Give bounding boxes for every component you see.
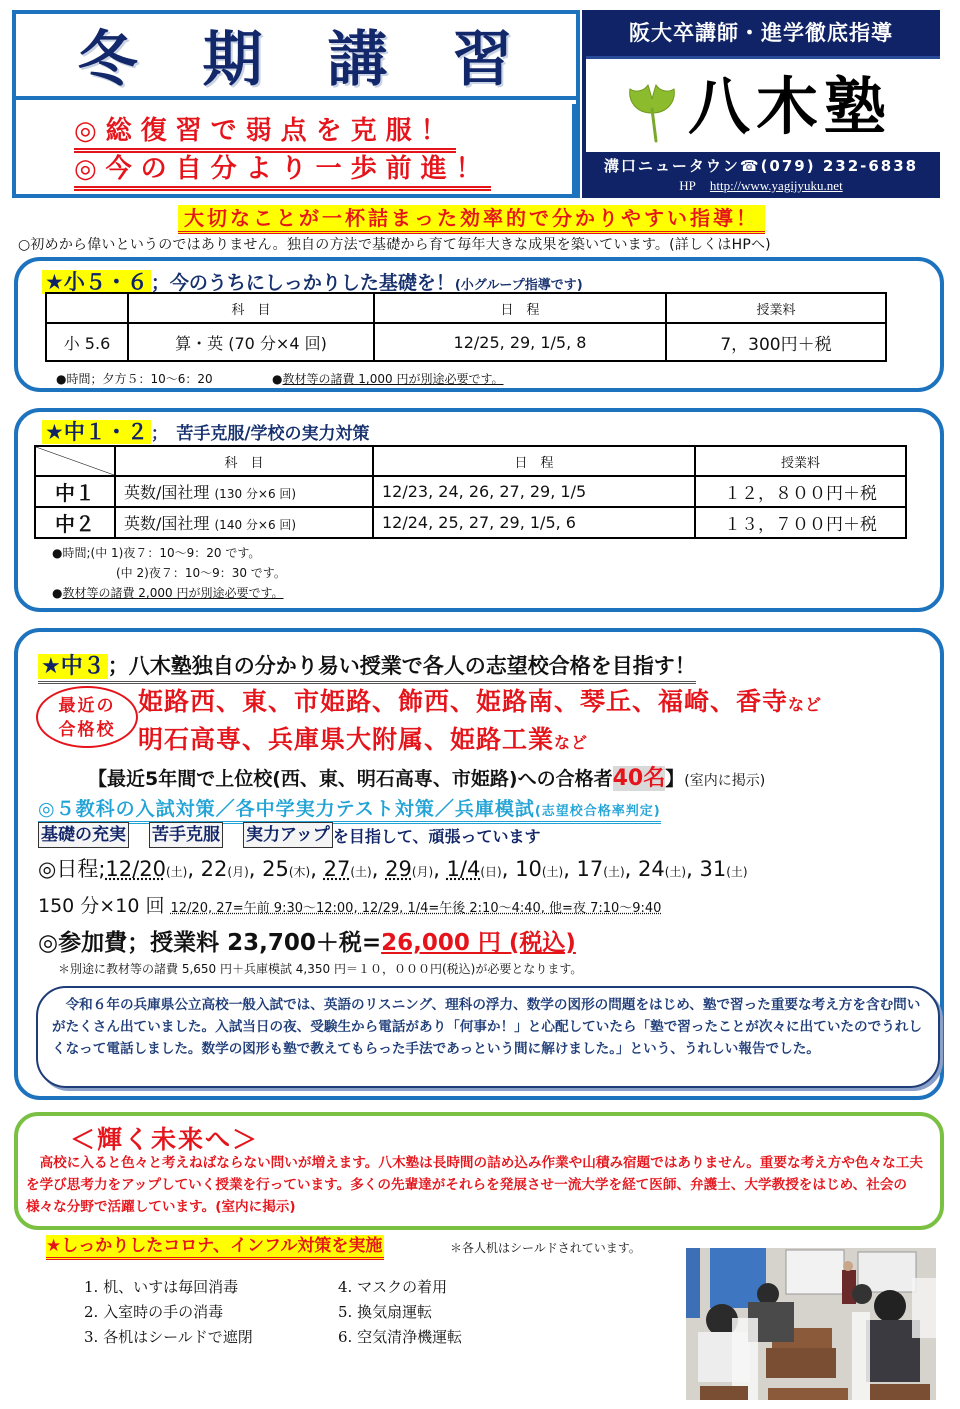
sho56-table	[45, 292, 887, 362]
goals-row	[38, 822, 541, 848]
schedule-line: ◎日程;12/20(土), 22(月), 25(木), 27(土), 29(月), 1/4(日), 10(土), 17(土), 24(土), 31(土)	[38, 857, 748, 881]
schools-line-2	[138, 720, 588, 756]
session-times-line	[38, 891, 661, 918]
schools-list: 姫路西、東、市姫路、飾西、姫路南、琴丘、福崎、香寺	[138, 687, 789, 716]
grade-cell: 中１	[35, 476, 115, 507]
chu3-heading	[38, 652, 696, 684]
schedule-day: (土)	[165, 865, 188, 879]
schools-list: 明石高専、兵庫県大附属、姫路工業	[138, 725, 555, 754]
phone-number: (079) 232-6838	[760, 157, 919, 175]
title-char: 期	[202, 25, 265, 95]
schools-suffix: など	[554, 733, 589, 752]
chu12-materials-note	[52, 584, 284, 601]
schedule-day: (土)	[664, 865, 687, 879]
subject-detail: (130 分×6 回)	[214, 487, 297, 501]
phone-label: 溝口ニュータウン☎	[603, 157, 761, 175]
chu12-headline: ； 苦手克服/学校の実力対策	[150, 424, 370, 444]
schools-suffix: など	[788, 695, 823, 714]
subject-name: 英数/国社理	[124, 514, 210, 533]
hp-label: HP	[679, 178, 696, 193]
header-title-block	[12, 10, 580, 198]
schedule-day: (日)	[480, 865, 502, 879]
classroom-photo	[686, 1248, 936, 1400]
subject-detail: (140 分×6 回)	[214, 518, 297, 532]
homepage-link[interactable]: http://www.yagijyuku.net	[709, 178, 843, 193]
slogan-1: ◎総復習で弱点を克服！	[74, 114, 456, 153]
homepage-line	[582, 178, 940, 194]
covid-note: ＊各人机はシールドされています。	[450, 1241, 641, 1255]
fee-label: ◎参加費；授業料 23,700＋税=	[38, 930, 382, 956]
table-header-cell: 科 目	[128, 293, 374, 323]
fee-cell: 7，300円＋税	[666, 323, 886, 361]
schedule-cell: 12/24, 25, 27, 29, 1/5, 6	[373, 507, 695, 538]
table-header-row	[46, 293, 886, 323]
schedule-date: 27	[323, 857, 351, 881]
page-title	[16, 14, 576, 100]
pass-suffix: 】	[665, 768, 685, 790]
future-title: ＜輝く未来へ＞	[70, 1125, 260, 1154]
table-row	[35, 476, 906, 507]
recent-schools-stamp	[36, 686, 138, 748]
future-body: 高校に入ると色々と考えねばならない問いが増えます。八木塾は長時間の詰め込み作業や山積み宿題ではありません。重要な考え方や色々な工夫を学び思考力をアップしていく授業を行っています。多くの先輩達がそれらを発展させ一流大学を経て医師、弁護士、大学教授をはじめ、社会の様々な分野で活躍しています。(室内に掲示)	[26, 1155, 923, 1215]
schedule-date: 31	[699, 857, 727, 881]
slogan-2: ◎今の自分より一歩前進！	[74, 152, 491, 191]
subject-name: 英数/国社理	[124, 483, 210, 502]
goals-text: を目指して、頑張っています	[332, 826, 541, 846]
schedule-day: (月)	[411, 865, 434, 879]
schedule-day: (月)	[227, 865, 249, 879]
success-story: 令和６年の兵庫県公立高校一般入試では、英語のリスニング、理科の浮力、数学の図形の問題をはじめ、塾で習った重要な考え方を含む問いがたくさん出ていました。入試当日の夜、受験生から電話があり「何事か！」と心配していたら「塾で習ったことが次々に出ていたのでうれしくなって電話しました。数学の図形も塾で教えてもらった手法であっという間に解けました。」という、うれしい報告でした。	[36, 986, 940, 1088]
sho56-time-note: ●時間；夕方５：10～6：20	[56, 372, 213, 386]
fee-line	[38, 924, 576, 957]
fee-total: 26,000 円 (税込)	[381, 930, 576, 956]
table-row	[46, 323, 886, 361]
schedule-date: 12/20	[105, 857, 166, 881]
main-tagline: 大切なことが一杯詰まった効率的で分かりやすい指導！	[178, 205, 765, 234]
goal-box: 苦手克服	[149, 822, 223, 848]
measure-item: 3. 各机はシールドで遮閉	[84, 1328, 253, 1346]
measure-item: 1. 机、いすは毎回消毒	[84, 1278, 239, 1296]
pass-count-line	[88, 761, 765, 792]
school-name: 八木塾	[688, 70, 893, 143]
schools-line-1	[138, 682, 822, 718]
sho56-headline: ；今のうちにしっかりした基礎を！	[150, 272, 455, 294]
table-header-cell: 日 程	[374, 293, 666, 323]
stamp-line-2: 合格校	[58, 720, 116, 740]
chu3-headline: ；八木塾独自の分かり易い授業で各人の志望校合格を目指す！	[107, 654, 696, 678]
chu12-time-note-1: ●時間;(中 1)夜７：10～9：20 です。	[52, 546, 261, 560]
title-char: 冬	[77, 25, 140, 95]
fee-cell: １３，７００円＋税	[695, 507, 906, 538]
schedule-cell: 12/23, 24, 26, 27, 29, 1/5	[373, 476, 695, 507]
classroom-photo-image	[686, 1248, 936, 1400]
schedule-cell: 12/25, 29, 1/5, 8	[374, 323, 666, 361]
materials-text: 教材等の諸費 1,000 円が別途必要です。	[282, 372, 504, 386]
schedule-date: 29	[385, 857, 412, 881]
fee-note: ＊別途に教材等の諸費 5,650 円＋兵庫模試 4,350 円＝１０，０００円(税込)が必要となります。	[58, 962, 583, 976]
stamp-line-1: 最近の	[58, 696, 116, 716]
schedule-day: (土)	[603, 865, 625, 879]
five-subjects: ◎５教科の入試対策／各中学実力テスト対策／兵庫模試	[38, 798, 535, 820]
school-tagline: 阪大卒講師・進学徹底指導	[629, 21, 893, 45]
chu12-heading	[42, 416, 370, 446]
session-times: 12/20, 27=午前 9:30～12:00, 12/29, 1/4=午後 2:10～4:40, 他=夜 7:10～9:40	[170, 901, 662, 916]
pass-count: 40名	[612, 766, 666, 791]
intro-text: ○初めから偉いというのではありません。独自の方法で基礎から育て毎年大きな成果を築いています。(詳しくはHPへ)	[18, 237, 771, 253]
chu3-badge: ★中３	[38, 654, 108, 679]
pass-prefix: 【最近5年間で上位校(西、東、明石高専、市姫路)への合格者	[88, 768, 613, 790]
schedule-day: (土)	[726, 865, 748, 879]
title-char: 講	[327, 25, 390, 95]
bullet: ●	[52, 586, 63, 600]
schedule-date: 22	[200, 857, 228, 881]
measure-item: 4. マスクの着用	[338, 1278, 448, 1296]
chu12-badge: ★中１・２	[42, 420, 151, 444]
chu12-table	[34, 445, 907, 539]
subject-cell	[115, 476, 373, 507]
sessions: 150 分×10 回	[38, 895, 165, 917]
grade-cell: 小 5.6	[46, 323, 128, 361]
sho56-materials-note	[272, 370, 504, 387]
schedule-day: (木)	[288, 865, 311, 879]
schedule-date: 24	[638, 857, 665, 881]
schedule-date: 17	[576, 857, 604, 881]
table-header-cell: 授業料	[666, 293, 886, 323]
goal-box: 実力アップ	[243, 822, 333, 848]
five-subjects-line	[38, 794, 661, 824]
phone-line	[582, 155, 940, 176]
schedule-label: ◎日程;	[38, 857, 106, 881]
subject-cell	[115, 507, 373, 538]
schedule-date: 1/4	[446, 857, 481, 881]
ginkgo-leaf-icon	[626, 79, 678, 143]
chu12-time-note-2: (中 2)夜７：10～9：30 です。	[116, 566, 286, 580]
slogans	[16, 104, 576, 194]
table-header-cell	[46, 293, 128, 323]
table-row	[35, 507, 906, 538]
school-info-block	[582, 10, 940, 198]
table-header-cell: 科 目	[115, 446, 373, 476]
table-header-row	[35, 446, 906, 476]
bullet: ●	[272, 372, 283, 386]
measure-item: 5. 換気扇運転	[338, 1303, 433, 1321]
diagonal-header-cell	[35, 446, 115, 476]
subject-cell: 算・英 (70 分×4 回)	[128, 323, 374, 361]
school-logo-area	[586, 56, 940, 152]
measure-item: 2. 入室時の手の消毒	[84, 1303, 224, 1321]
covid-heading: ★しっかりしたコロナ、インフル対策を実施	[46, 1235, 384, 1260]
table-header-cell: 日 程	[373, 446, 695, 476]
sho56-badge: ★小５・６	[42, 270, 151, 294]
goal-box: 基礎の充実	[38, 822, 129, 848]
five-subjects-small: (志望校合格率判定)	[534, 804, 661, 819]
fee-cell: １２，８００円＋税	[695, 476, 906, 507]
measure-item: 6. 空気清浄機運転	[338, 1328, 463, 1346]
title-char: 習	[452, 25, 515, 95]
schedule-day: (土)	[541, 865, 564, 879]
pass-note: (室内に掲示)	[684, 773, 766, 789]
materials-text: 教材等の諸費 2,000 円が別途必要です。	[62, 586, 284, 600]
schedule-date: 10	[515, 857, 542, 881]
sho56-headline-small: (小グループ指導です)	[454, 278, 583, 293]
grade-cell: 中２	[35, 507, 115, 538]
schedule-day: (土)	[350, 865, 372, 879]
schedule-date: 25	[262, 857, 289, 881]
table-header-cell: 授業料	[695, 446, 906, 476]
